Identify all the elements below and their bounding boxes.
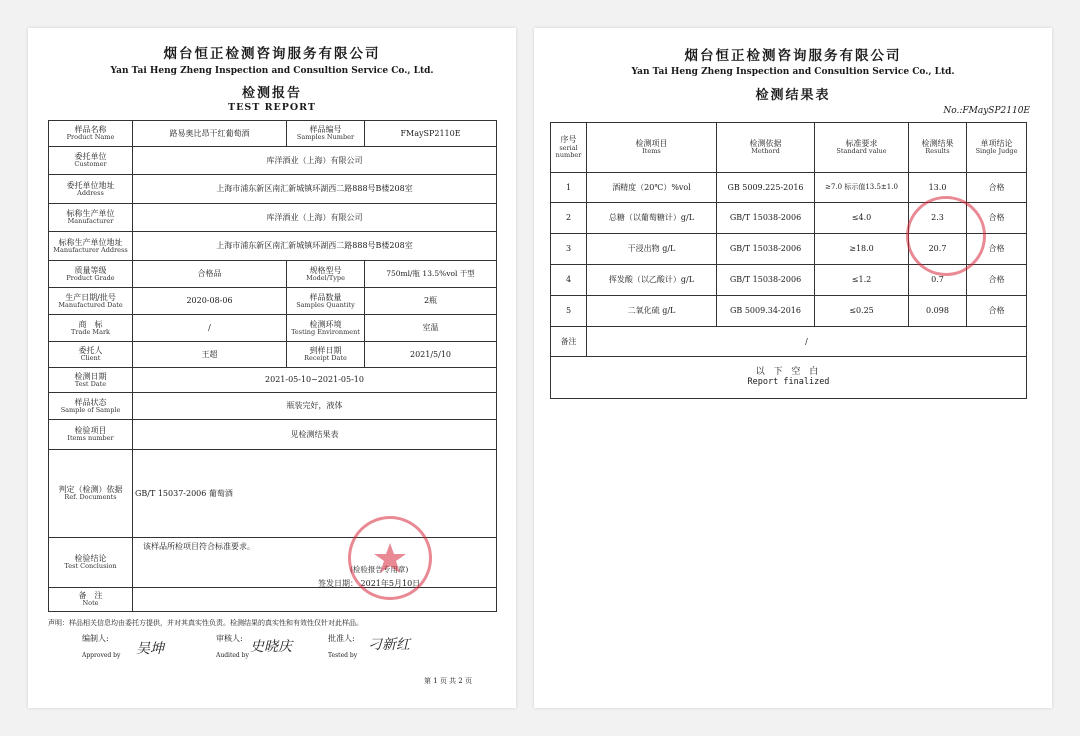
column-header: 检测结果 Results [909,123,967,173]
table-row [49,121,497,147]
table-row [49,204,497,232]
row-method: GB/T 15038-2006 [717,265,815,296]
row-number: 2 [551,203,587,234]
row-result: 20.7 [909,234,967,265]
table-row [49,342,497,368]
field-label: 委托人 Client [49,342,133,368]
row-item: 总糖（以葡萄糖计）g/L [587,203,717,234]
field-label: 样品状态 Sample of Sample [49,393,133,420]
table-row [49,288,497,315]
note-value [133,588,497,612]
sample-state-value: 瓶装完好，液体 [133,393,497,420]
company-name-cn: 烟台恒正检测咨询服务有限公司 [163,46,381,62]
row-judge: 合格 [967,234,1027,265]
field-label: 检测环境 Testing Environment [287,315,365,342]
field-label: 到样日期 Receipt Date [287,342,365,368]
testing-environment-value: 室温 [365,315,497,342]
report-number: No.:FMaySP2110E [943,106,1030,116]
trade-mark-value: / [133,315,287,342]
audited-by: 审核人: Audited by [216,634,249,659]
row-judge: 合格 [967,203,1027,234]
row-number: 3 [551,234,587,265]
field-label: 备 注 Note [49,588,133,612]
client-value: 王超 [133,342,287,368]
field-label: 标称生产单位地址 Manufacturer Address [49,232,133,261]
field-label: 检验结论 Test Conclusion [49,538,133,588]
column-header: 标准要求 Standard value [815,123,909,173]
table-row [49,147,497,175]
table-row [49,420,497,450]
tested-by: 批准人: Tested by [328,634,358,659]
row-standard: ≤0.25 [815,296,909,327]
remarks-label: 备注 [551,327,587,357]
audited-signature: 史晓庆 [250,639,292,655]
test-date-value: 2021-05-10~2021-05-10 [133,368,497,393]
table-row [49,368,497,393]
production-date-value: 2020-08-06 [133,288,287,315]
row-number: 1 [551,173,587,203]
field-label: 检验项目 Items number [49,420,133,450]
product-grade-value: 合格品 [133,261,287,288]
field-label: 商 标 Trade Mark [49,315,133,342]
model-value: 750ml/瓶 13.5%vol 干型 [365,261,497,288]
field-label: 检测日期 Test Date [49,368,133,393]
table-row [551,296,1027,327]
field-label: 标称生产单位 Manufacturer [49,204,133,232]
table-row [49,315,497,342]
star-icon [351,519,429,597]
table-row [49,175,497,204]
report-title-en: TEST REPORT [228,102,316,113]
row-standard: ≤1.2 [815,265,909,296]
field-label: 判定（检测）依据 Ref. Documents [49,450,133,538]
end-row [551,357,1027,399]
row-item: 挥发酸（以乙酸计）g/L [587,265,717,296]
customer-address-value: 上海市浦东新区南汇新城镇环湖西二路888号B楼208室 [133,175,497,204]
column-header: 检测依据 Methord [717,123,815,173]
customer-value: 库洋酒业（上海）有限公司 [133,147,497,175]
row-standard: ≥7.0 标示值13.5±1.0 [815,173,909,203]
row-method: GB/T 15038-2006 [717,203,815,234]
table-row [49,261,497,288]
row-number: 4 [551,265,587,296]
samples-quantity-value: 2瓶 [365,288,497,315]
manufacturer-address-value: 上海市浦东新区南汇新城镇环湖西二路888号B楼208室 [133,232,497,261]
row-item: 二氧化硫 g/L [587,296,717,327]
field-label: 样品名称 Product Name [49,121,133,147]
product-name-value: 路易奥比昂干红葡萄酒 [133,121,287,147]
report-end [551,357,1027,399]
page-number: 第 1 页 共 2 页 [423,677,472,685]
table-row [49,393,497,420]
report-page-2 [534,28,1052,708]
end-en: Report finalized [747,376,830,387]
remarks-row [551,327,1027,357]
field-label: 生产日期/批号 Manufactured Date [49,288,133,315]
company-name-en: Yan Tai Heng Zheng Inspection and Consultion Service Co., Ltd. [110,66,434,76]
sign-date: 签发日期： 2021年5月10日 [318,579,421,588]
column-header: 单项结论 Single Judge [967,123,1027,173]
row-result: 13.0 [909,173,967,203]
row-result: 0.7 [909,265,967,296]
company-name-cn: 烟台恒正检测咨询服务有限公司 [684,48,902,64]
row-result: 2.3 [909,203,967,234]
row-number: 5 [551,296,587,327]
table-row [49,232,497,261]
ref-documents-value: GB/T 15037-2006 葡萄酒 [133,450,497,538]
field-label: 样品数量 Samples Quantity [287,288,365,315]
end-cn: 以 下 空 白 [755,367,822,378]
disclaimer: 声明：样品相关信息均由委托方提供，并对其真实性负责。检测结果的真实性和有效性仅针对此样品。 [48,619,363,627]
report-page-1 [28,28,516,708]
row-judge: 合格 [967,296,1027,327]
approved-by: 编制人: Approved by [82,634,121,659]
results-seal [906,196,986,276]
official-seal [348,516,432,600]
field-label: 委托单位地址 Address [49,175,133,204]
row-standard: ≥18.0 [815,234,909,265]
manufacturer-value: 库洋酒业（上海）有限公司 [133,204,497,232]
row-judge: 合格 [967,173,1027,203]
row-judge: 合格 [967,265,1027,296]
field-label: 质量等级 Product Grade [49,261,133,288]
row-item: 酒精度（20℃）%vol [587,173,717,203]
tested-signature: 刁新红 [368,637,410,653]
table-row [49,588,497,612]
field-label: 规格型号 Model/Type [287,261,365,288]
row-result: 0.098 [909,296,967,327]
row-standard: ≤4.0 [815,203,909,234]
row-item: 干浸出物 g/L [587,234,717,265]
report-title-cn: 检测报告 [241,86,302,101]
field-label: 委托单位 Customer [49,147,133,175]
items-number-value: 见检测结果表 [133,420,497,450]
conclusion-value: 该样品所检项目符合标准要求。 [133,538,497,588]
approved-signature: 吴坤 [136,641,164,657]
sample-number-value: FMaySP2110E [365,121,497,147]
row-method: GB 5009.34-2016 [717,296,815,327]
remarks-value: / [587,327,1027,357]
receipt-date-value: 2021/5/10 [365,342,497,368]
report-info-table [48,120,497,612]
stamp-note: (检验报告专用章) [350,565,409,574]
field-label: 样品编号 Samples Number [287,121,365,147]
column-header: 序号 serial number [551,123,587,173]
row-method: GB/T 15038-2006 [717,234,815,265]
company-name-en: Yan Tai Heng Zheng Inspection and Consultion Service Co., Ltd. [631,67,955,77]
row-method: GB 5009.225-2016 [717,173,815,203]
results-title-cn: 检测结果表 [755,88,831,103]
table-header-row [551,123,1027,173]
column-header: 检测项目 Items [587,123,717,173]
table-row [49,450,497,538]
